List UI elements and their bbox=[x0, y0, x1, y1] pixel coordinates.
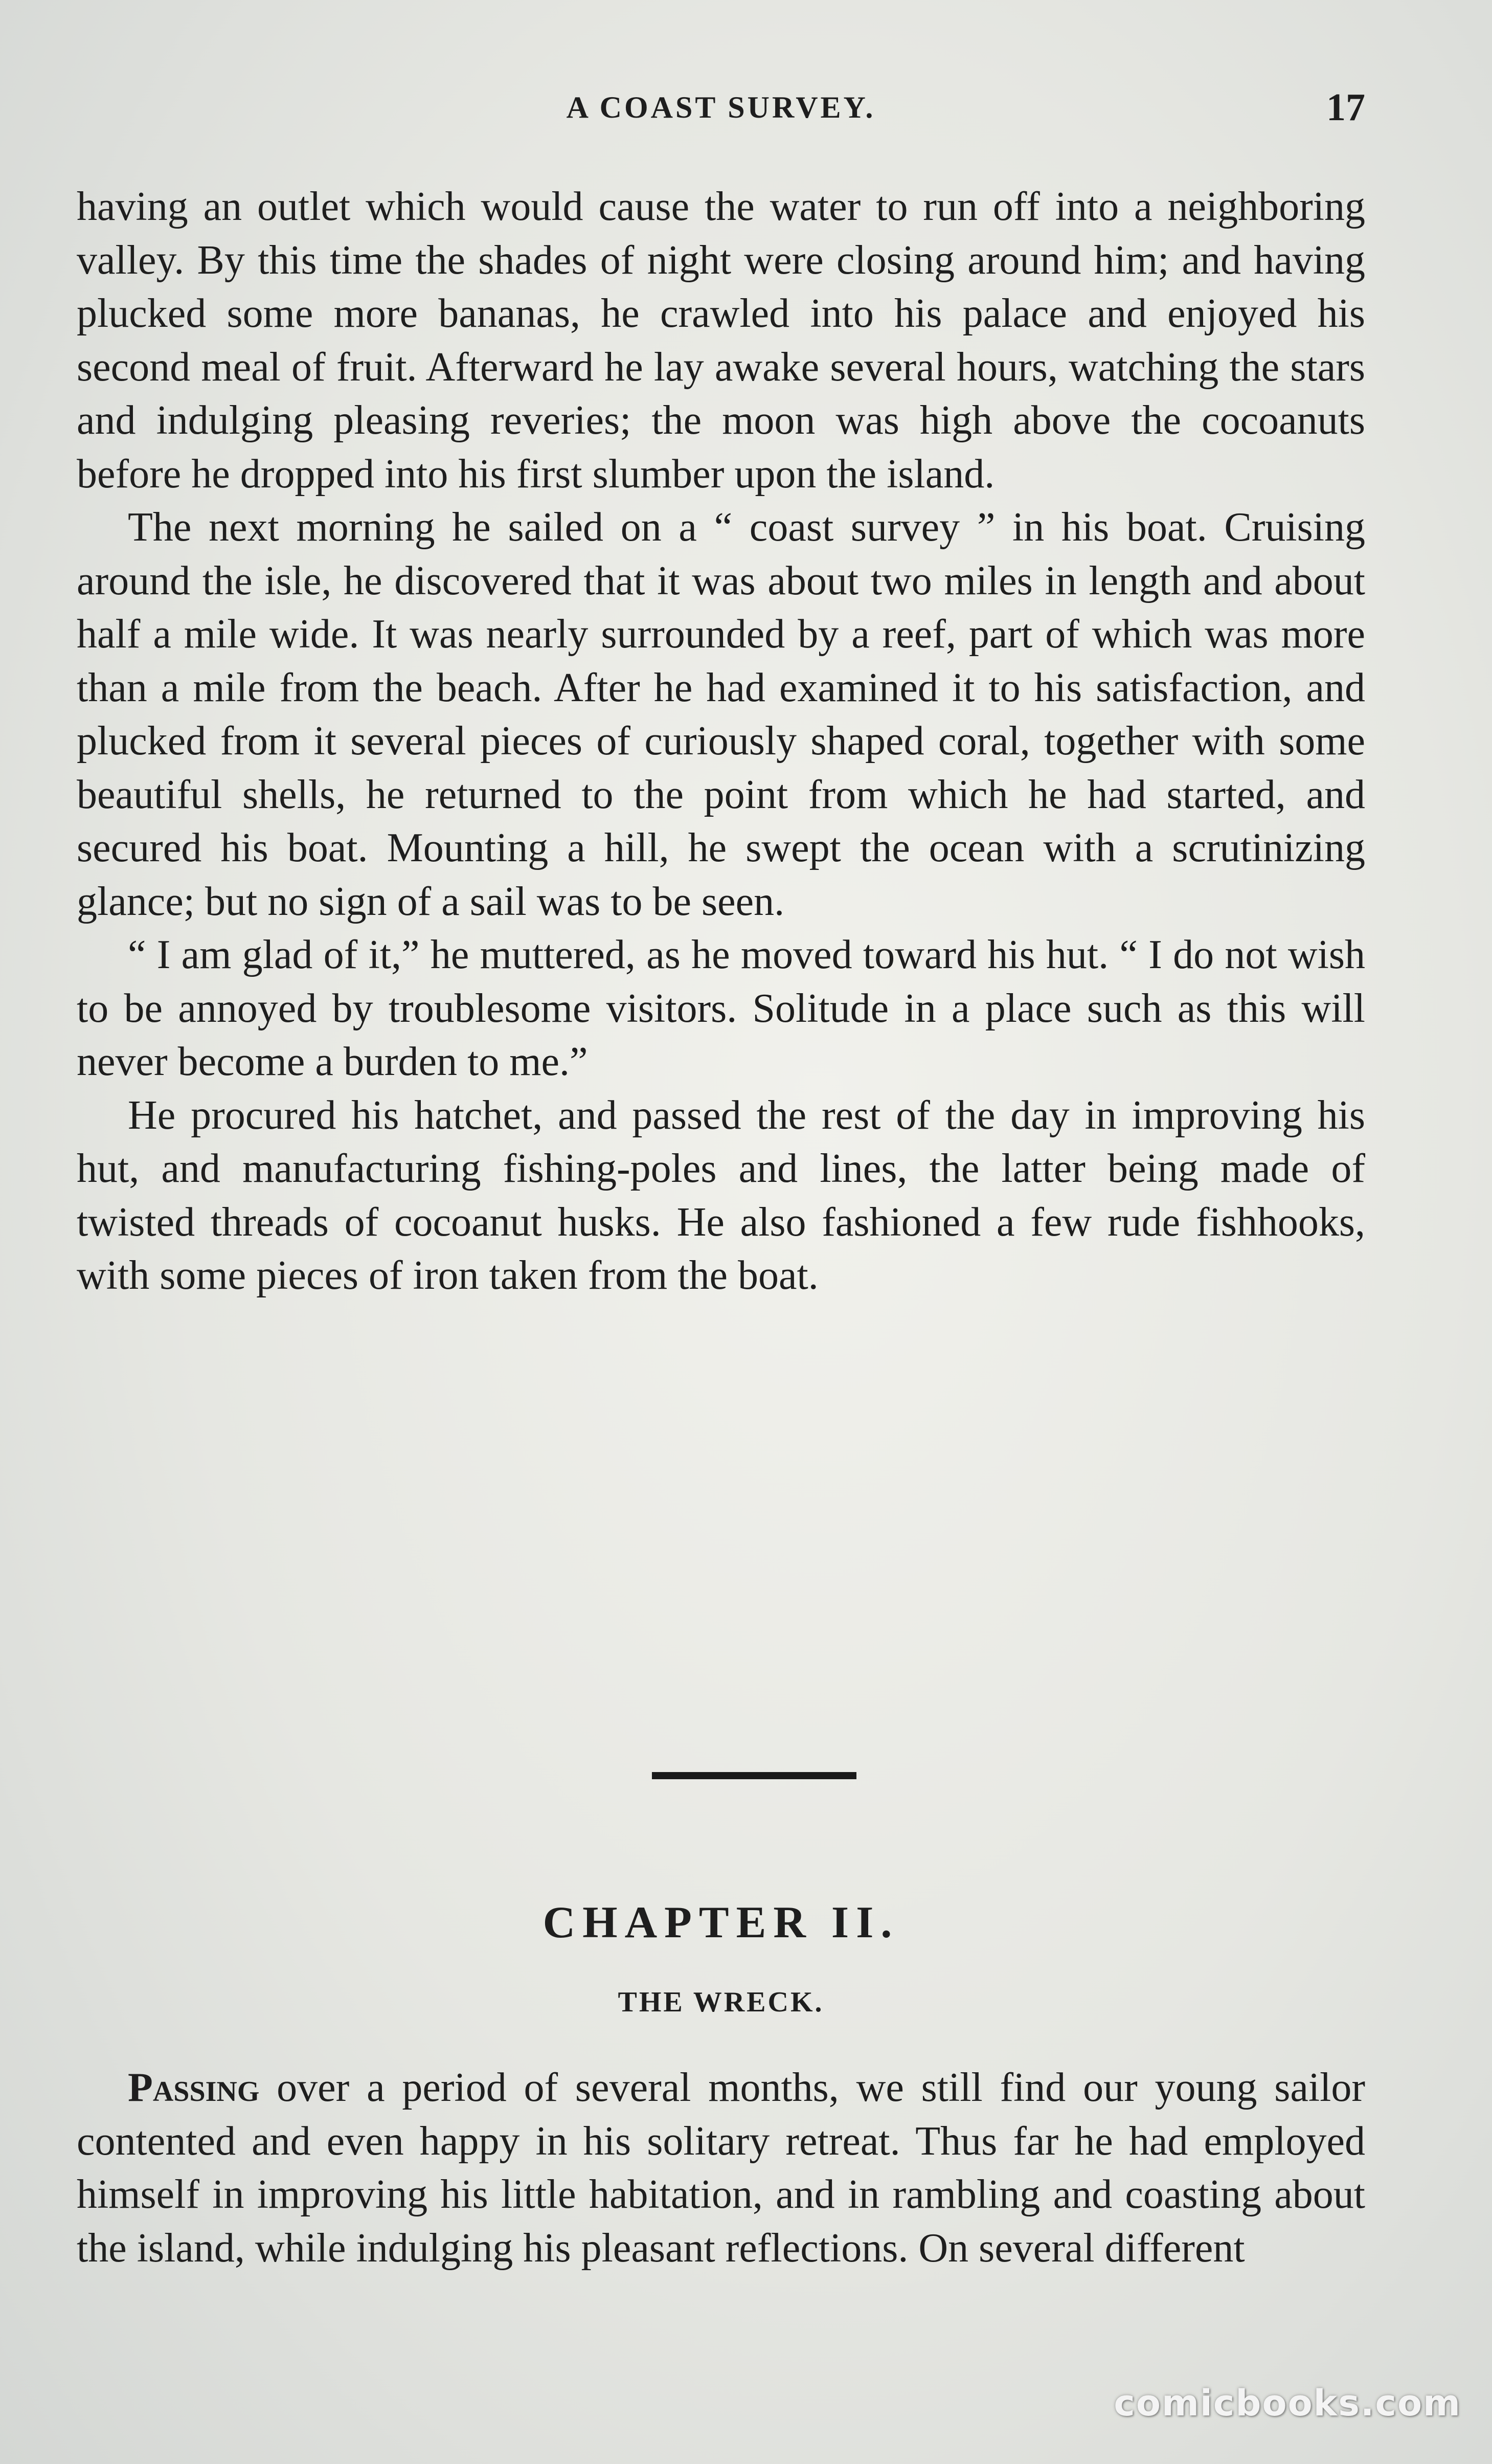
chapter-heading: CHAPTER II. bbox=[542, 1898, 899, 1947]
running-title: A COAST SURVEY. bbox=[566, 91, 876, 124]
chapter-one-text bbox=[77, 180, 1365, 1303]
paragraph-hatchet: He procured his hatchet, and passed the rest of the day in improving his hut, and manufacturing fishing-poles and lines, the latter being made of twisted threads of cocoanut husks. He also fashioned a few rude fishhooks, with some pieces of iron taken from the boat. bbox=[77, 1092, 1365, 1298]
paragraph-continued: having an outlet which would cause the water to run off into a neighboring valley. By this time the shades of night were closing around him; and having plucked some more bananas, he crawled into his palace and enjoyed his second meal of fruit. Afterward he lay awake several hours, watching the stars and indulging pleasing reveries; the moon was high above the cocoanuts before he dropped into his first slumber upon the island. bbox=[77, 184, 1365, 497]
page-number: 17 bbox=[1326, 86, 1365, 129]
paragraph-coast-survey: The next morning he sailed on a “ coast survey ” in his boat. Cruising around the isle, he discovered that it was about two miles in length and about half a mile wide. It was nearly surrounded by a reef, part of which was more than a mile from the beach. After he had examined it to his satisfaction, and plucked from it several pieces of curiously shaped coral, together with some beautiful shells, he returned to the point from which he had started, and secured his boat. Mounting a hill, he swept the ocean with a scrutinizing glance; but no sign of a sail was to be seen. bbox=[77, 505, 1365, 924]
chapter-two-text bbox=[77, 2061, 1365, 2275]
paragraph-dialogue: “ I am glad of it,” he muttered, as he moved toward his hut. “ I do not wish to be annoyed by troublesome visitors. Solitude in a place such as this will never become a burden to me.” bbox=[77, 932, 1365, 1084]
page-header bbox=[77, 79, 1365, 136]
watermark: comicbooks.com bbox=[1114, 2382, 1461, 2424]
opening-paragraph-text: over a period of several months, we still find our young sailor contented and even happy in his solitary retreat. Thus far he had employed himself in improving his little habitation, and in rambling and coasting about the island, while indulging his pleasant reflections. On several different bbox=[77, 2065, 1365, 2271]
chapter-subtitle: THE WRECK. bbox=[618, 1986, 824, 2018]
paragraph-chapter-two-opening bbox=[77, 2061, 1365, 2275]
opening-word: Passing bbox=[128, 2065, 260, 2110]
section-divider bbox=[652, 1772, 856, 1779]
